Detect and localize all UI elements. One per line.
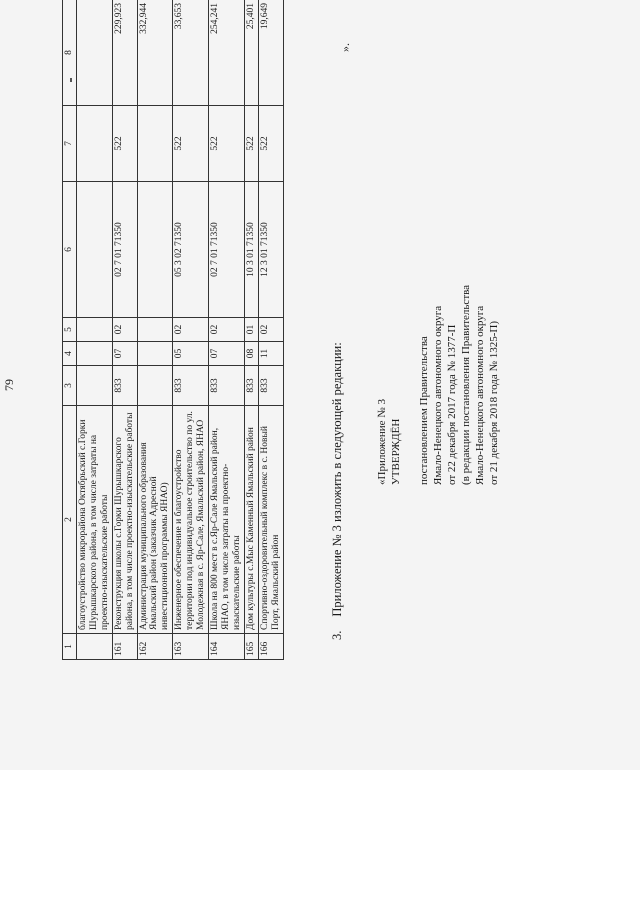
expense-type bbox=[76, 106, 112, 182]
spacer bbox=[403, 285, 417, 485]
approved-label: УТВЕРЖДЁН bbox=[390, 418, 402, 485]
paragraph-number: 3. bbox=[330, 630, 344, 640]
object-name: Администрация муниципального образования Ямальский район (заказчик Адресной инвестиционной программы ЯНАО) bbox=[137, 406, 173, 634]
subsection-code bbox=[137, 318, 173, 342]
subsection-code bbox=[76, 318, 112, 342]
target-code: 02 7 01 71350 bbox=[209, 182, 245, 318]
table-row bbox=[209, 0, 245, 660]
row-number bbox=[76, 634, 112, 660]
ministry-code: 833 bbox=[173, 366, 209, 406]
table-row bbox=[137, 0, 173, 660]
subsection-code: 02 bbox=[258, 318, 283, 342]
object-name: Школа на 800 мест в с.Яр-Сале Ямальский район, ЯНАО, в том числе затраты на проектно-изыскательские работы bbox=[209, 406, 245, 634]
subsection-code: 01 bbox=[244, 318, 258, 342]
approval-line: от 22 декабря 2017 года № 1377-П bbox=[446, 324, 458, 485]
subsection-code: 02 bbox=[209, 318, 245, 342]
page-number: 79 bbox=[2, 379, 16, 391]
amount: 229,923 bbox=[112, 0, 137, 106]
approval-line: постановлением Правительства bbox=[418, 336, 430, 485]
amount: 332,944 bbox=[137, 0, 173, 106]
subsection-code: 02 bbox=[173, 318, 209, 342]
table-row bbox=[173, 0, 209, 660]
expense-type: 522 bbox=[112, 106, 137, 182]
paragraph-text: Приложение № 3 изложить в следующей редакции: bbox=[330, 342, 344, 617]
target-code: 05 3 02 71350 bbox=[173, 182, 209, 318]
row-number: 166 bbox=[258, 634, 283, 660]
table-header-cell: 2 bbox=[63, 406, 77, 634]
ministry-code bbox=[76, 366, 112, 406]
approval-line: Ямало-Ненецкого автономного округа bbox=[432, 305, 444, 485]
amount: 19,649 bbox=[258, 0, 283, 106]
amendment-paragraph bbox=[330, 342, 345, 640]
table-row bbox=[258, 0, 283, 660]
section-code: 07 bbox=[209, 342, 245, 366]
object-name: Инженерное обеспечение и благоустройство территории под индивидуальное строительство по ул. Молодежная в с. Яр-Сале, Ямальский район, ЯНАО bbox=[173, 406, 209, 634]
closing-quote: ». bbox=[338, 43, 352, 52]
blank-page-area bbox=[0, 770, 640, 905]
table-row bbox=[76, 0, 112, 660]
table-header-cell: 3 bbox=[63, 366, 77, 406]
approval-line: от 21 декабря 2018 года № 1325-П) bbox=[488, 320, 500, 485]
scan-mark bbox=[70, 78, 72, 82]
section-code: 07 bbox=[112, 342, 137, 366]
row-number: 164 bbox=[209, 634, 245, 660]
expense-type: 522 bbox=[209, 106, 245, 182]
appendix-title: «Приложение № 3 bbox=[376, 398, 388, 485]
amount: 25,401 bbox=[244, 0, 258, 106]
section-code bbox=[137, 342, 173, 366]
target-code: 02 7 01 71350 bbox=[112, 182, 137, 318]
expense-type: 522 bbox=[258, 106, 283, 182]
approval-line: (в редакции постановления Правительства bbox=[460, 284, 472, 485]
object-name: Спортивно-оздоровительный комплекс в с. Новый Порт, Ямальский район bbox=[258, 406, 283, 634]
target-code bbox=[137, 182, 173, 318]
table-header-cell: 6 bbox=[63, 182, 77, 318]
ministry-code bbox=[137, 366, 173, 406]
table-header-row bbox=[63, 0, 77, 660]
table-header-cell: 1 bbox=[63, 634, 77, 660]
table-row bbox=[112, 0, 137, 660]
table-header-cell: 5 bbox=[63, 318, 77, 342]
budget-table bbox=[62, 0, 284, 660]
approval-line: Ямало-Ненецкого автономного округа bbox=[474, 305, 486, 485]
object-name: Реконструкция школы с.Горки Шурышкарского района, в том числе проектно-изыскательские работы bbox=[112, 406, 137, 634]
table-header-cell: 8 bbox=[63, 0, 77, 106]
row-number: 165 bbox=[244, 634, 258, 660]
amount bbox=[76, 0, 112, 106]
expense-type bbox=[137, 106, 173, 182]
target-code: 10 3 01 71350 bbox=[244, 182, 258, 318]
section-code: 05 bbox=[173, 342, 209, 366]
ministry-code: 833 bbox=[112, 366, 137, 406]
row-number: 161 bbox=[112, 634, 137, 660]
section-code: 08 bbox=[244, 342, 258, 366]
target-code: 12 3 01 71350 bbox=[258, 182, 283, 318]
table-header-cell: 4 bbox=[63, 342, 77, 366]
table-header-cell: 7 bbox=[63, 106, 77, 182]
amount: 33,653 bbox=[173, 0, 209, 106]
section-code bbox=[76, 342, 112, 366]
object-name: Дом культуры с.Мыс Каменный Ямальский район bbox=[244, 406, 258, 634]
ministry-code: 833 bbox=[244, 366, 258, 406]
ministry-code: 833 bbox=[258, 366, 283, 406]
table-row bbox=[244, 0, 258, 660]
expense-type: 522 bbox=[173, 106, 209, 182]
amount: 254,241 bbox=[209, 0, 245, 106]
row-number: 162 bbox=[137, 634, 173, 660]
expense-type: 522 bbox=[244, 106, 258, 182]
section-code: 11 bbox=[258, 342, 283, 366]
row-number: 163 bbox=[173, 634, 209, 660]
ministry-code: 833 bbox=[209, 366, 245, 406]
appendix-approval-block bbox=[375, 285, 501, 485]
object-name: благоустройство микрорайона Октябрьский с.Горки Шурышкарского района, в том числе затраты на проектно-изыскательские работы bbox=[76, 406, 112, 634]
target-code bbox=[76, 182, 112, 318]
subsection-code: 02 bbox=[112, 318, 137, 342]
